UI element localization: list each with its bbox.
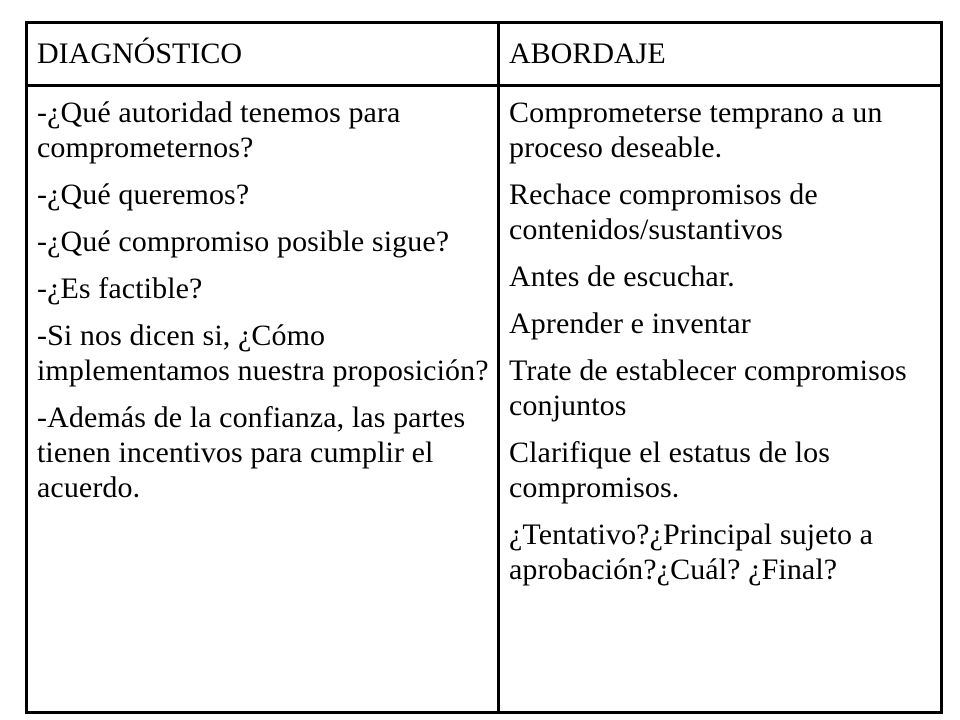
abordaje-item: Comprometerse temprano a un proceso deseable. — [509, 96, 883, 164]
header-cell-abordaje — [499, 23, 942, 86]
diagnostico-list — [28, 87, 497, 505]
abordaje-item: Rechace compromisos de contenidos/sustantivos — [509, 178, 818, 246]
diagnostico-item: -¿Es factible? — [37, 272, 203, 305]
header-diagnostico: DIAGNÓSTICO — [37, 37, 242, 70]
abordaje-item: Clarifique el estatus de los compromisos. — [509, 436, 831, 504]
table-header-row — [27, 23, 942, 86]
abordaje-item: Trate de establecer compromisos conjuntos — [509, 354, 907, 422]
header-abordaje: ABORDAJE — [509, 37, 666, 70]
abordaje-item: ¿Tentativo?¿Principal sujeto a aprobación?¿Cuál? ¿Final? — [509, 518, 874, 586]
diagnostico-item: -Si nos dicen si, ¿Cómo implementamos nuestra proposición? — [37, 319, 489, 387]
abordaje-item: Antes de escuchar. — [509, 260, 735, 293]
diagnostico-item: -Además de la confianza, las partes tienen incentivos para cumplir el acuerdo. — [37, 401, 466, 504]
comparison-table — [25, 21, 943, 714]
diagnostico-item: -¿Qué autoridad tenemos para comprometernos? — [37, 96, 401, 164]
diagnostico-item: -¿Qué compromiso posible sigue? — [37, 225, 450, 258]
abordaje-item: Aprender e inventar — [509, 307, 751, 340]
abordaje-cell — [499, 86, 942, 713]
header-cell-diagnostico — [27, 23, 499, 86]
abordaje-list — [500, 87, 940, 587]
table-body-row — [27, 86, 942, 713]
diagnostico-item: -¿Qué queremos? — [37, 178, 250, 211]
diagnostico-cell — [27, 86, 499, 713]
